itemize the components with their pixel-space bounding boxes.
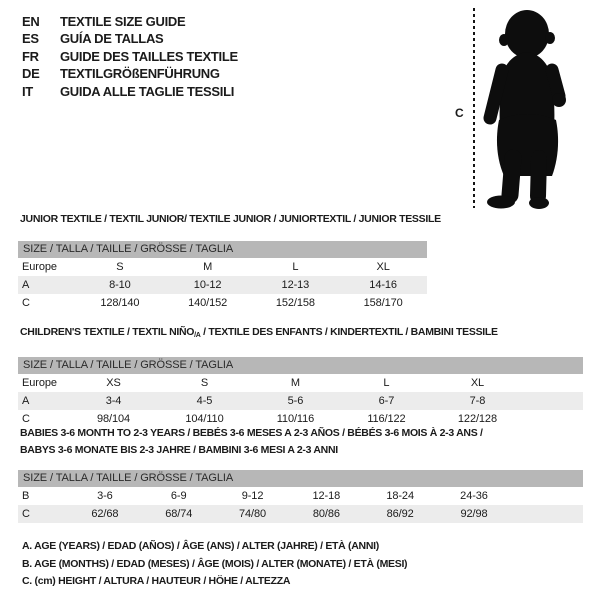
language-row xyxy=(22,83,238,100)
size-cell: 122/128 xyxy=(457,413,497,425)
legend-footnotes xyxy=(22,538,407,591)
row-label: A xyxy=(22,279,30,291)
table-row xyxy=(18,258,427,276)
language-code: IT xyxy=(22,83,33,99)
size-cell: 104/110 xyxy=(185,413,224,425)
size-header-bar: SIZE / TALLA / TAILLE / GRÖSSE / TAGLIA xyxy=(18,470,583,487)
size-cell: 68/74 xyxy=(165,508,193,520)
size-cell: L xyxy=(383,377,390,390)
spacer-cell xyxy=(511,487,583,505)
size-cell: M xyxy=(203,261,213,274)
size-cell: 18-24 xyxy=(386,490,414,503)
size-cell: 110/116 xyxy=(276,413,315,425)
babies-section xyxy=(18,425,583,523)
table-row xyxy=(18,392,583,410)
title-subscript: /A xyxy=(194,332,201,339)
size-cell: 92/98 xyxy=(460,508,488,520)
table-row xyxy=(18,505,583,523)
language-code: FR xyxy=(22,48,39,64)
size-cell: 74/80 xyxy=(239,508,267,520)
footnote-c: C. (cm) HEIGHT / ALTURA / HAUTEUR / HÖHE / ALTEZZA xyxy=(22,575,291,588)
row-label: Europe xyxy=(22,377,57,390)
size-cell: 86/92 xyxy=(386,508,414,520)
language-row xyxy=(22,48,238,65)
size-cell: 14-16 xyxy=(369,279,397,291)
size-cell: M xyxy=(290,377,300,390)
size-cell: 62/68 xyxy=(91,508,119,520)
size-cell: 152/158 xyxy=(275,297,315,309)
guide-title: TEXTILE SIZE GUIDE xyxy=(60,14,186,29)
language-code: DE xyxy=(22,66,40,82)
guide-title: GUÍA DE TALLAS xyxy=(60,31,164,47)
size-cell: 3-4 xyxy=(105,395,122,407)
babies-section-title xyxy=(18,425,583,459)
row-label: C xyxy=(22,297,30,309)
title-text: CHILDREN'S TEXTILE / TEXTIL NIÑO xyxy=(20,326,195,338)
size-cell: 4-5 xyxy=(196,395,213,407)
guide-title: GUIDE DES TAILLES TEXTILE xyxy=(60,48,238,64)
title-line: BABIES 3-6 MONTH TO 2-3 YEARS / BEBÉS 3-6 MESES A 2-3 AÑOS / BÉBÉS 3-6 MOIS À 2-3 ANS / xyxy=(20,427,483,439)
language-row xyxy=(22,65,238,82)
size-cell: 6-7 xyxy=(378,395,395,407)
row-label: Europe xyxy=(22,261,57,274)
size-header-bar: SIZE / TALLA / TAILLE / GRÖSSE / TAGLIA xyxy=(18,357,583,374)
junior-section-title: JUNIOR TEXTILE / TEXTIL JUNIOR/ TEXTILE JUNIOR / JUNIORTEXTIL / JUNIOR TESSILE xyxy=(20,213,441,225)
size-cell: XL xyxy=(470,377,485,390)
row-label: C xyxy=(22,508,30,520)
spacer-cell xyxy=(523,392,583,410)
height-measure-label: C xyxy=(455,106,464,120)
size-cell: 6-9 xyxy=(170,490,187,503)
size-header-row xyxy=(18,470,583,487)
language-title-list xyxy=(22,13,238,100)
size-cell: XL xyxy=(376,261,390,274)
row-label: C xyxy=(22,413,30,425)
size-cell: 80/86 xyxy=(312,508,340,520)
table-row xyxy=(18,487,583,505)
table-row xyxy=(18,276,427,294)
size-cell: L xyxy=(292,261,299,274)
size-cell: 7-8 xyxy=(469,395,486,407)
junior-section xyxy=(18,213,441,312)
children-section xyxy=(18,326,583,428)
height-measure-dashed-line xyxy=(473,8,475,208)
size-header-row xyxy=(18,241,427,258)
baby-silhouette-image xyxy=(482,8,574,210)
size-cell: 3-6 xyxy=(97,490,113,503)
children-section-title xyxy=(20,326,583,342)
size-cell: 116/122 xyxy=(367,413,406,425)
guide-title: TEXTILGRÖßENFÜHRUNG xyxy=(60,66,220,82)
spacer-cell xyxy=(523,374,583,392)
spacer-cell xyxy=(511,505,583,523)
row-label: A xyxy=(22,395,30,407)
table-row xyxy=(18,294,427,312)
size-cell: S xyxy=(200,377,209,390)
size-cell: 10-12 xyxy=(193,279,222,291)
title-text: / TEXTILE DES ENFANTS / KINDERTEXTIL / BAMBINI TESSILE xyxy=(200,326,498,338)
footnote-a: A. AGE (YEARS) / EDAD (AÑOS) / ÂGE (ANS) / ALTER (JAHRE) / ETÀ (ANNI) xyxy=(22,540,379,552)
size-cell: 24-36 xyxy=(460,490,488,503)
size-cell: 12-18 xyxy=(312,490,341,503)
guide-title: GUIDA ALLE TAGLIE TESSILI xyxy=(60,83,235,99)
size-header-bar: SIZE / TALLA / TAILLE / GRÖSSE / TAGLIA xyxy=(18,241,427,258)
children-size-table xyxy=(18,357,583,428)
size-cell: 8-10 xyxy=(109,279,131,291)
table-row xyxy=(18,374,583,392)
size-cell: S xyxy=(116,261,124,274)
size-cell: 158/170 xyxy=(363,297,403,309)
size-cell: 5-6 xyxy=(287,395,304,407)
size-header-row xyxy=(18,357,583,374)
size-cell: 140/152 xyxy=(188,297,228,309)
junior-size-table xyxy=(18,241,427,312)
language-row xyxy=(22,13,238,30)
title-line: BABYS 3-6 MONATE BIS 2-3 JAHRE / BAMBINI 3-6 MESI A 2-3 ANNI xyxy=(20,444,338,456)
size-cell: 128/140 xyxy=(100,297,140,309)
babies-size-table xyxy=(18,470,583,523)
size-cell: 9-12 xyxy=(241,490,264,503)
language-code: ES xyxy=(22,31,39,47)
footnote-b: B. AGE (MONTHS) / EDAD (MESES) / ÂGE (MOIS) / ALTER (MONATE) / ETÀ (MESI) xyxy=(22,557,408,570)
row-label: B xyxy=(22,490,30,503)
size-cell: 12-13 xyxy=(281,279,310,291)
language-code: EN xyxy=(22,14,40,29)
language-row xyxy=(22,30,238,47)
size-cell: 98/104 xyxy=(96,413,131,425)
size-cell: XS xyxy=(106,377,121,390)
